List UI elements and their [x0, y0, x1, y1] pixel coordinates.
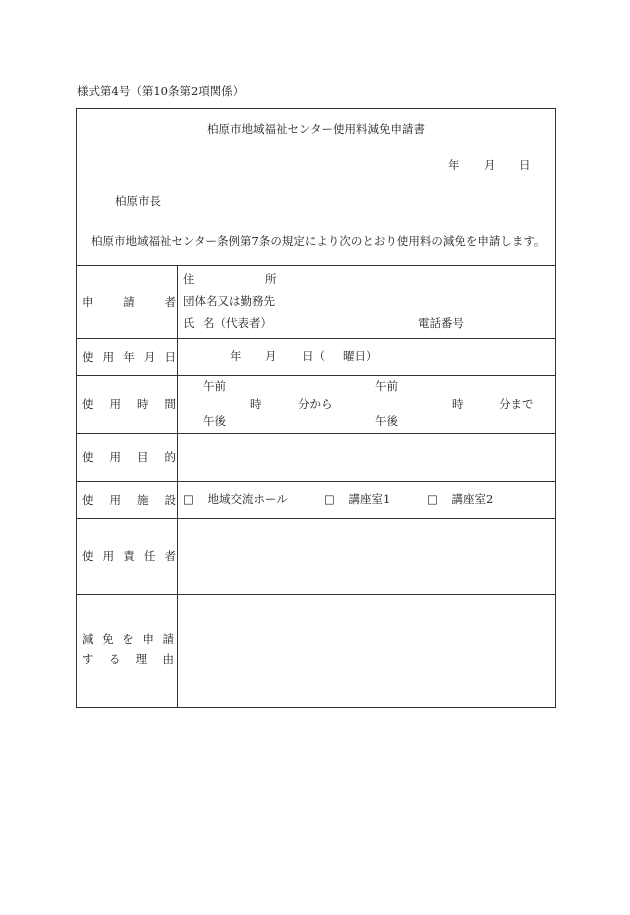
form-number: 様式第4号（第10条第2項関係）	[77, 84, 245, 98]
facility-option-room1[interactable]	[324, 494, 390, 506]
use-date-day: 日（	[302, 349, 325, 363]
checkbox-icon[interactable]: □	[183, 492, 194, 506]
use-purpose-label-char: 使	[82, 450, 94, 464]
use-time-label-char: 使	[82, 397, 94, 411]
use-purpose-label	[76, 433, 177, 481]
use-purpose-label-char: 的	[164, 450, 176, 464]
responsible-label-char: 使	[82, 549, 94, 563]
end-am-label: 午前	[375, 379, 398, 393]
responsible-label	[76, 518, 177, 594]
responsible-label-char: 者	[164, 549, 176, 563]
reason-label-line1	[82, 634, 176, 646]
use-purpose-field[interactable]	[180, 436, 552, 478]
checkbox-icon[interactable]: □	[427, 492, 438, 506]
use-facility-label-char: 設	[164, 492, 176, 507]
reason-label-char: 減	[82, 632, 94, 646]
facility-option-label: 講座室2	[451, 492, 494, 506]
applicant-label-char: 申	[82, 294, 94, 309]
phone-label: 電話番号	[418, 316, 464, 330]
end-minute-to-label: 分まで	[499, 397, 534, 411]
use-date-label-char: 月	[143, 349, 156, 364]
date-year-label: 年	[448, 158, 460, 172]
use-facility-label	[76, 481, 177, 518]
name-label-first: 氏	[183, 316, 195, 330]
date-day-label: 日	[519, 158, 531, 172]
rule-reason-top	[76, 594, 556, 595]
start-pm-label: 午後	[203, 414, 226, 428]
use-date-label	[76, 338, 177, 375]
date-month-label: 月	[484, 158, 496, 172]
use-facility-label-char: 用	[109, 492, 121, 507]
use-purpose-label-char: 目	[137, 450, 149, 464]
reason-field[interactable]	[180, 597, 552, 705]
end-hour-label: 時	[452, 397, 464, 411]
form-title: 柏原市地域福祉センター使用料減免申請書	[206, 122, 426, 136]
reason-label-line2	[82, 654, 176, 666]
name-label-second: 名（代表者）	[203, 316, 272, 330]
use-facility-label-char: 施	[137, 492, 149, 507]
checkbox-icon[interactable]: □	[324, 492, 335, 506]
use-date-label-char: 使	[82, 349, 94, 364]
use-date-weekday: 曜日）	[343, 349, 378, 363]
application-statement: 柏原市地域福祉センター条例第7条の規定により次のとおり使用料の減免を申請します。	[91, 234, 546, 248]
reason-label-char: る	[108, 652, 121, 666]
address-label-first: 住	[183, 272, 195, 286]
applicant-label	[76, 265, 177, 338]
facility-option-label: 講座室1	[348, 492, 391, 506]
use-date-label-char: 年	[123, 349, 135, 364]
facility-option-hall[interactable]	[183, 494, 288, 506]
responsible-field[interactable]	[180, 521, 552, 591]
start-am-label: 午前	[203, 379, 226, 393]
use-time-label	[76, 375, 177, 433]
reason-label-char: す	[82, 652, 94, 666]
use-date-year: 年	[230, 349, 242, 363]
reason-label-char: 理	[135, 652, 148, 666]
reason-label-char: 由	[162, 652, 174, 666]
use-time-label-char: 間	[164, 397, 176, 411]
reason-label-char: を	[122, 632, 134, 646]
use-time-label-char: 用	[109, 397, 121, 411]
responsible-label-char: 用	[102, 549, 115, 563]
reason-label-char: 申	[142, 632, 154, 646]
end-pm-label: 午後	[375, 414, 398, 428]
applicant-label-char: 者	[164, 294, 176, 309]
use-facility-label-char: 使	[82, 492, 94, 507]
responsible-label-char: 任	[143, 549, 156, 563]
applicant-label-char: 請	[123, 294, 135, 309]
responsible-label-char: 責	[123, 549, 135, 563]
use-purpose-label-char: 用	[109, 450, 121, 464]
use-date-month: 月	[265, 349, 277, 363]
address-label-second: 所	[265, 272, 277, 286]
use-date-label-char: 用	[102, 349, 115, 364]
use-date-label-char: 日	[164, 349, 176, 364]
start-minute-from-label: 分から	[298, 397, 333, 411]
use-time-label-char: 時	[137, 397, 149, 411]
organization-label: 団体名又は勤務先	[183, 294, 275, 308]
facility-option-room2[interactable]	[427, 494, 493, 506]
start-hour-label: 時	[250, 397, 262, 411]
label-column-divider	[177, 265, 178, 708]
reason-label-char: 免	[102, 632, 114, 646]
facility-option-label: 地域交流ホール	[207, 492, 288, 506]
addressee: 柏原市長	[115, 194, 161, 208]
reason-label-char: 請	[162, 632, 174, 646]
